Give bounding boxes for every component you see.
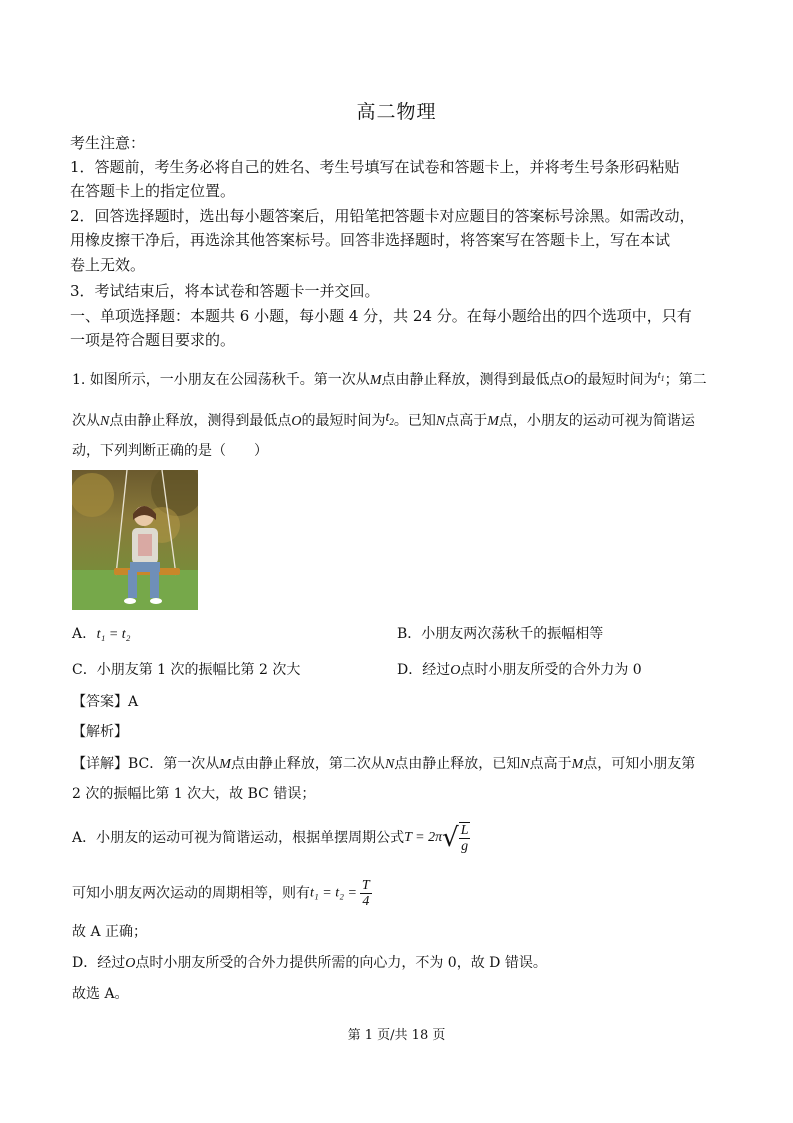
section-heading-cont: 一项是符合题目要求的。 (70, 331, 236, 349)
notice-item-2-cont2: 卷上无效。 (70, 256, 146, 274)
notice-item-1: 1．答题前，考生务必将自己的姓名、考生号填写在试卷和答题卡上，并将考生号条形码粘贴 (70, 158, 680, 176)
detail-formula-line: A．小朋友的运动可视为简谐运动，根据单摆周期公式T = 2π√ $\frac{L}{g}$ (72, 823, 469, 854)
detail-a-correct: 故 A 正确； (72, 924, 148, 940)
analysis-label: 【解析】 (72, 724, 128, 740)
fraction-l-over-g: $\frac{L}{g}$ (460, 823, 469, 854)
notice-item-2: 2．回答选择题时，选出每小题答案后，用铅笔把答题卡对应题目的答案标号涂黑。如需改动， (70, 207, 695, 225)
section-heading: 一、单项选择题：本题共 6 小题，每小题 4 分，共 24 分。在每小题给出的四个选项中，只有 (70, 307, 692, 325)
page-title: 高二物理 (356, 101, 437, 123)
detail-line-1: 【详解】BC．第一次从M点由静止释放，第二次从N点由静止释放，已知N点高于M点，可知小朋友第 (72, 756, 696, 772)
detail-period-line: 可知小朋友两次运动的周期相等，则有t₁ = t₂ = $\frac{T}{4}$ (72, 878, 370, 909)
swing-photo (72, 470, 198, 610)
sqrt-symbol: √ (442, 823, 459, 853)
notice-item-2-cont: 用橡皮擦干净后，再选涂其他答案标号。回答非选择题时，将答案写在答题卡上，写在本试 (70, 231, 671, 249)
question-line-3: 动，下列判断正确的是（ ） (72, 443, 268, 459)
option-c: C．小朋友第 1 次的振幅比第 2 次大 (72, 662, 301, 678)
notice-item-1-cont: 在答题卡上的指定位置。 (70, 182, 236, 200)
page-footer: 第 1 页/共 18 页 (347, 1028, 446, 1043)
detail-d-line: D．经过O点时小朋友所受的合外力提供所需的向心力，不为 0，故 D 错误。 (72, 955, 547, 971)
notice-item-3: 3．考试结束后，将本试卷和答题卡一并交回。 (70, 282, 380, 300)
notice-heading: 考生注意： (70, 134, 146, 152)
question-line-1: 1. 如图所示，一小朋友在公园荡秋千。第一次从M点由静止释放，测得到最低点O的最短时间为$^{t_1}$；第二 (72, 369, 707, 388)
answer-label: 【答案】A (72, 694, 139, 710)
fraction-t-over-4: $\frac{T}{4}$ (361, 878, 370, 909)
option-d: D．经过O点时小朋友所受的合外力为 0 (397, 662, 642, 678)
option-a: A. t₁ = t₂ (72, 626, 131, 642)
detail-line-2: 2 次的振幅比第 1 次大，故 BC 错误； (72, 786, 316, 802)
detail-conclusion: 故选 A。 (72, 986, 129, 1002)
option-b: B．小朋友两次荡秋千的振幅相等 (397, 626, 604, 642)
question-line-2: 次从N点由静止释放，测得到最低点O的最短时间为$t_2$。已知N点高于M点，小朋友的运动可视为简谐运 (72, 410, 695, 429)
